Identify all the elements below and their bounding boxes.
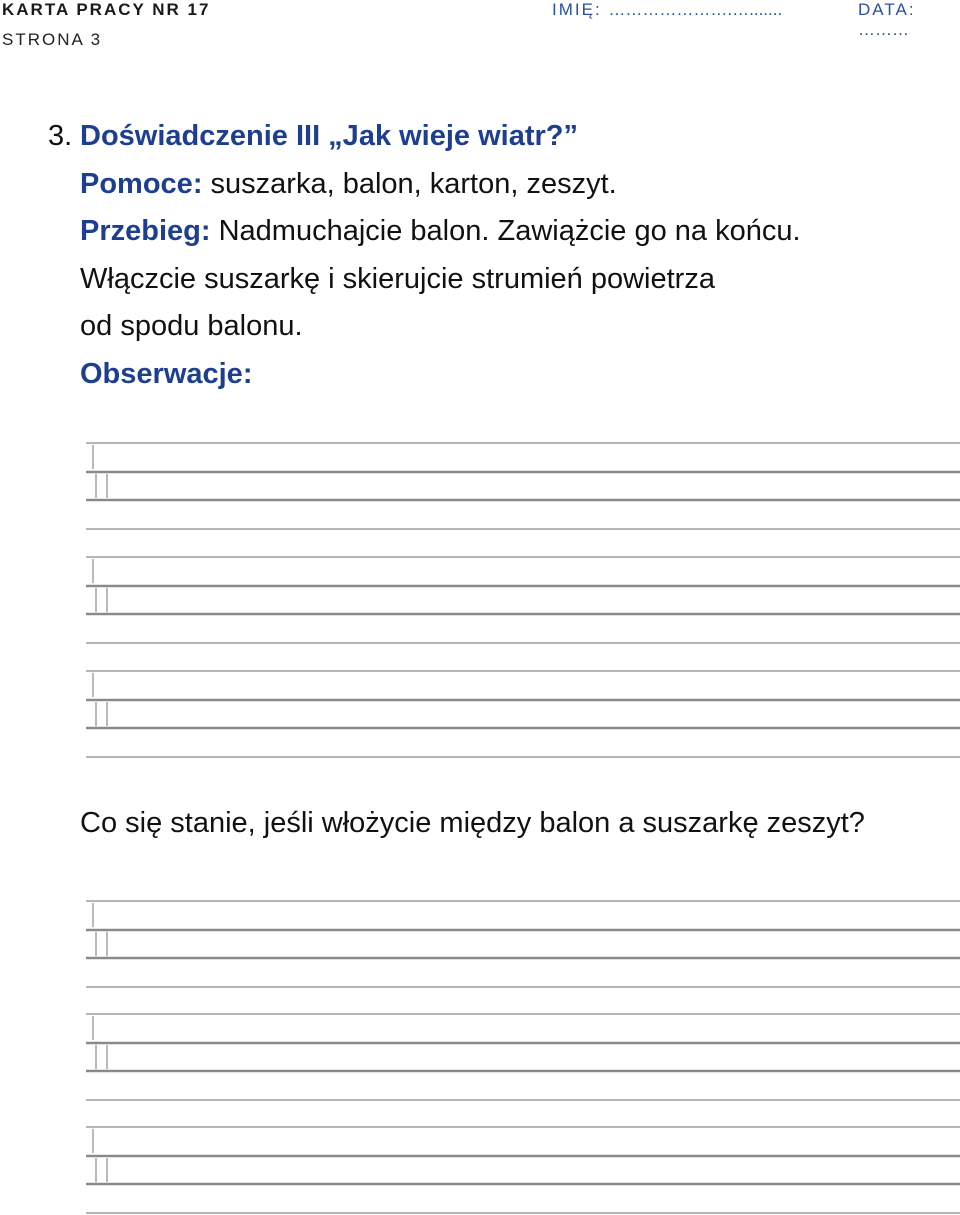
procedure-line-1: Nadmuchajcie balon. Zawiążcie go na końcu. xyxy=(218,215,801,247)
page-number: STRONA 3 xyxy=(2,30,103,49)
date-label: DATA: xyxy=(858,0,916,19)
observation-writing-area[interactable] xyxy=(86,443,960,757)
task-number: 3. xyxy=(48,120,73,152)
name-label: IMIĘ: xyxy=(552,0,602,19)
answer-writing-area[interactable] xyxy=(86,901,960,1213)
procedure-line-3: od spodu balonu. xyxy=(80,310,303,342)
procedure-line-2: Włączcie suszarkę i skierujcie strumień powietrza xyxy=(80,262,715,295)
task-heading: Doświadczenie III „Jak wieje wiatr?” xyxy=(80,120,579,152)
observations-label: Obserwacje: xyxy=(80,357,253,390)
date-dots: ……… xyxy=(858,20,909,39)
tools-label: Pomoce: xyxy=(80,167,203,200)
procedure-label: Przebieg: xyxy=(80,215,211,247)
worksheet-title: KARTA PRACY NR 17 xyxy=(2,0,211,19)
name-dots: ………………….…....... xyxy=(608,0,783,19)
question-text: Co się stanie, jeśli włożycie między balon a suszarkę zeszyt? xyxy=(80,807,865,839)
tools-text: suszarka, balon, karton, zeszyt. xyxy=(210,167,617,200)
